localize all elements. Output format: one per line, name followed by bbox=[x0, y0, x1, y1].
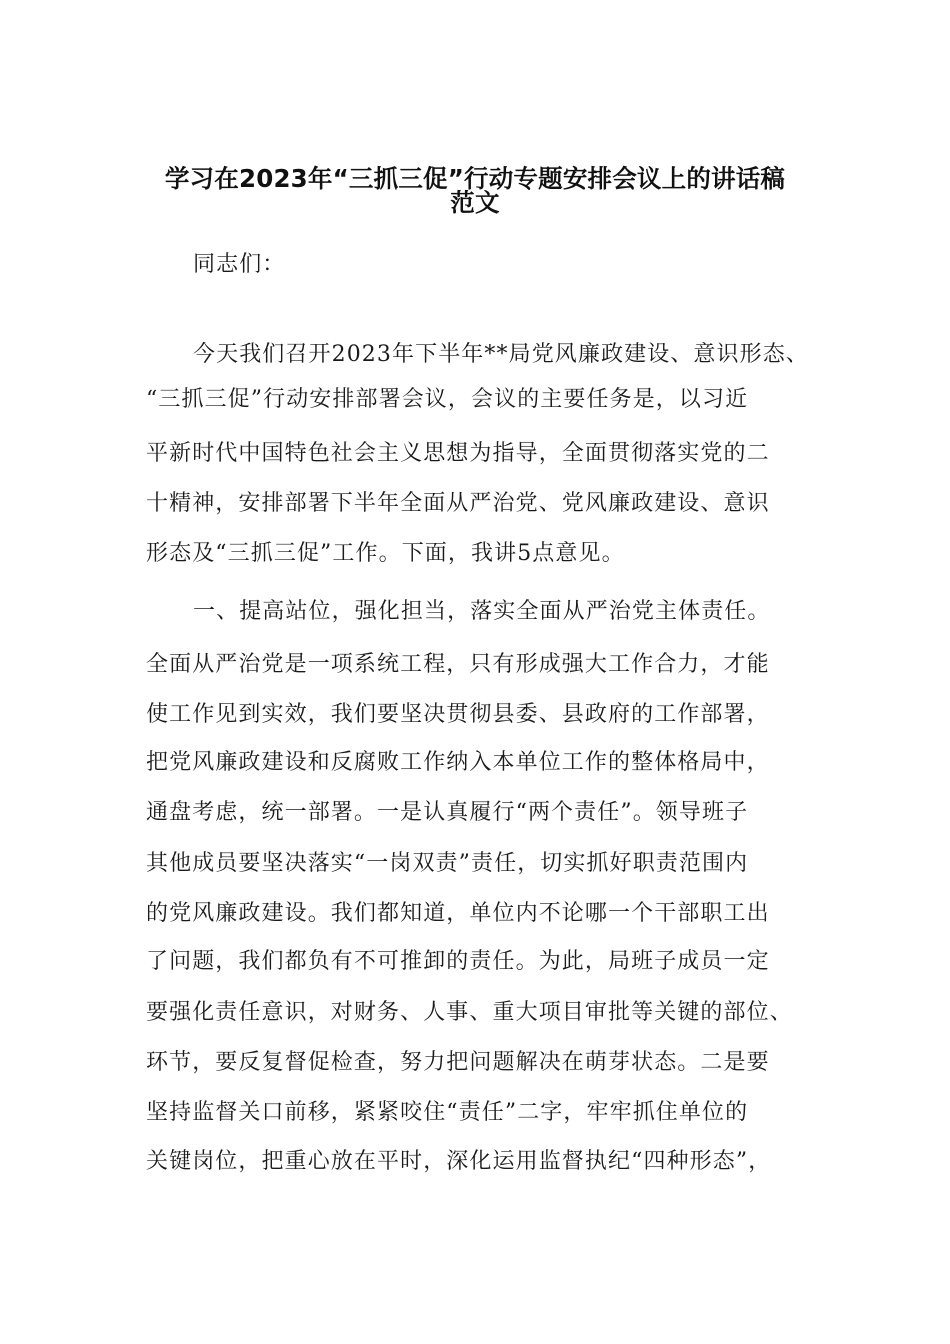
paragraph-2-line-1: 一、提高站位，强化担当，落实全面从严治党主体责任。 bbox=[193, 599, 771, 624]
paragraph-2-line-3: 使工作见到实效，我们要坚决贯彻县委、县政府的工作部署， bbox=[146, 702, 770, 727]
paragraph-1-line-1: 今天我们召开2023年下半年**局党风廉政建设、意识形态、 bbox=[193, 342, 809, 367]
paragraph-2-line-6: 其他成员要坚决落实“一岗双责”责任，切实抓好职责范围内 bbox=[146, 851, 749, 876]
paragraph-1-line-5: 形态及“三抓三促”工作。下面，我讲5点意见。 bbox=[146, 541, 625, 566]
document-title-line-2: 范文 bbox=[450, 188, 500, 217]
paragraph-2-line-11: 坚持监督关口前移，紧紧咬住“责任”二字，牢牢抓住单位的 bbox=[146, 1100, 749, 1125]
document-title-line-1: 学习在2023年“三抓三促”行动专题安排会议上的讲话稿 bbox=[164, 164, 786, 193]
paragraph-2-line-9: 要强化责任意识，对财务、人事、重大项目审批等关键的部位、 bbox=[146, 1000, 793, 1025]
paragraph-2-line-4: 把党风廉政建设和反腐败工作纳入本单位工作的整体格局中， bbox=[146, 750, 770, 775]
paragraph-2-line-12: 关键岗位，把重心放在平时，深化运用监督执纪“四种形态”， bbox=[146, 1149, 772, 1174]
paragraph-1-line-4: 十精神，安排部署下半年全面从严治党、党风廉政建设、意识 bbox=[146, 491, 770, 516]
paragraph-1-line-3: 平新时代中国特色社会主义思想为指导，全面贯彻落实党的二 bbox=[146, 441, 770, 466]
paragraph-2-line-5: 通盘考虑，统一部署。一是认真履行“两个责任”。领导班子 bbox=[146, 800, 749, 825]
salutation: 同志们： bbox=[193, 252, 286, 277]
paragraph-2-line-8: 了问题，我们都负有不可推卸的责任。为此，局班子成员一定 bbox=[146, 949, 770, 974]
paragraph-2-line-7: 的党风廉政建设。我们都知道，单位内不论哪一个干部职工出 bbox=[146, 901, 770, 926]
paragraph-1-line-2: “三抓三促”行动安排部署会议，会议的主要任务是，以习近 bbox=[146, 387, 749, 412]
paragraph-2-line-10: 环节，要反复督促检查，努力把问题解决在萌芽状态。二是要 bbox=[146, 1050, 770, 1075]
paragraph-2-line-2: 全面从严治党是一项系统工程，只有形成强大工作合力，才能 bbox=[146, 652, 770, 677]
